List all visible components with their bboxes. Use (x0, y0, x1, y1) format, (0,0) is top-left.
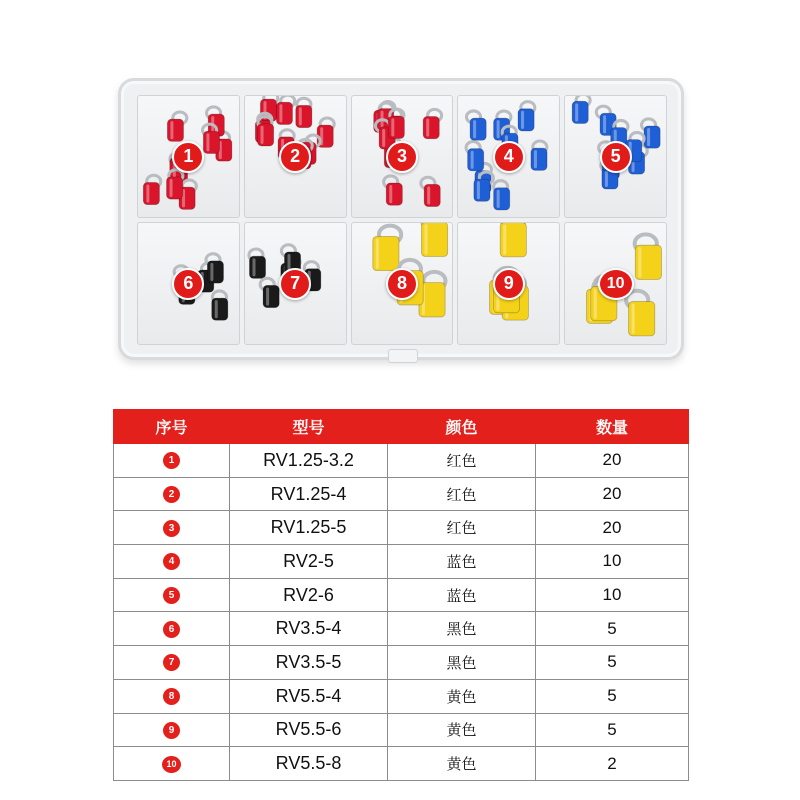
cell-model: RV1.25-5 (230, 511, 388, 545)
compartment-number-badge: 8 (386, 268, 418, 300)
cell-model: RV5.5-6 (230, 713, 388, 747)
terminal-highlight (504, 225, 507, 255)
header-index: 序号 (114, 410, 230, 444)
cell-color: 黑色 (388, 612, 536, 646)
terminal-sleeve (296, 105, 312, 127)
cell-model: RV3.5-4 (230, 612, 388, 646)
terminal-sleeve (167, 119, 183, 141)
compartment-number-badge: 3 (386, 141, 418, 173)
table-row (114, 747, 689, 781)
cell-color: 黄色 (388, 679, 536, 713)
compartment-3 (351, 95, 454, 218)
terminal-highlight (497, 120, 500, 138)
table-row (114, 646, 689, 680)
cell-color: 红色 (388, 444, 536, 478)
terminal-sleeve (263, 285, 279, 307)
index-number-badge: 2 (163, 486, 180, 503)
table-row (114, 477, 689, 511)
cell-color: 蓝色 (388, 545, 536, 579)
cell-quantity: 5 (536, 646, 689, 680)
terminal-highlight (206, 133, 209, 151)
terminal-sleeve (470, 118, 486, 140)
cell-quantity: 10 (536, 578, 689, 612)
index-number-badge: 4 (163, 553, 180, 570)
cell-index (114, 545, 230, 579)
terminal-sleeve (212, 298, 228, 320)
index-number-badge: 7 (163, 654, 180, 671)
terminal-highlight (382, 129, 385, 147)
terminal-highlight (632, 304, 635, 334)
header-model: 型号 (230, 410, 388, 444)
terminal-highlight (391, 118, 394, 136)
cell-color: 黄色 (388, 747, 536, 781)
cell-index (114, 477, 230, 511)
cell-quantity: 20 (536, 477, 689, 511)
cell-index (114, 713, 230, 747)
cell-index (114, 444, 230, 478)
terminal-sleeve (572, 101, 588, 123)
terminal-highlight (471, 151, 474, 169)
terminal-sleeve (143, 182, 159, 204)
compartment-number-badge: 7 (279, 268, 311, 300)
cell-index (114, 646, 230, 680)
compartment-number-badge: 10 (598, 268, 634, 300)
cell-quantity: 5 (536, 679, 689, 713)
cell-index (114, 612, 230, 646)
cell-color: 红色 (388, 477, 536, 511)
table-row (114, 511, 689, 545)
header-quantity: 数量 (536, 410, 689, 444)
compartment-10 (564, 222, 667, 345)
terminal-kit-box (118, 78, 684, 360)
table-body (114, 444, 689, 781)
table-row (114, 612, 689, 646)
terminal-sleeve (207, 261, 223, 283)
terminal-highlight (170, 121, 173, 139)
compartment-number-badge: 2 (279, 141, 311, 173)
terminal-sleeve (388, 116, 404, 138)
terminal-sleeve (644, 126, 660, 148)
terminal-sleeve (531, 148, 547, 170)
compartment-5 (564, 95, 667, 218)
terminal-sleeve (468, 149, 484, 171)
compartment-number-badge: 5 (600, 141, 632, 173)
cell-color: 黑色 (388, 646, 536, 680)
terminal-highlight (605, 169, 608, 187)
cell-index (114, 578, 230, 612)
terminal-highlight (477, 181, 480, 199)
terminal-highlight (389, 185, 392, 203)
box-latch (388, 349, 418, 363)
terminal-highlight (170, 179, 173, 197)
compartment-2 (244, 95, 347, 218)
terminal-sleeve (423, 117, 439, 139)
compartment-number-badge: 6 (172, 268, 204, 300)
compartment-8 (351, 222, 454, 345)
terminal-sleeve (386, 183, 402, 205)
terminal-highlight (497, 190, 500, 208)
cell-quantity: 10 (536, 545, 689, 579)
cell-color: 蓝色 (388, 578, 536, 612)
table-row (114, 444, 689, 478)
cell-model: RV3.5-5 (230, 646, 388, 680)
table-row (114, 578, 689, 612)
terminal-sleeve (276, 102, 292, 124)
cell-quantity: 5 (536, 713, 689, 747)
cell-quantity: 20 (536, 444, 689, 478)
cell-quantity: 20 (536, 511, 689, 545)
cell-model: RV1.25-3.2 (230, 444, 388, 478)
terminal-sleeve (249, 256, 265, 278)
cell-index (114, 747, 230, 781)
terminal-sleeve (494, 188, 510, 210)
index-number-badge: 1 (163, 452, 180, 469)
terminal-sleeve (257, 124, 273, 146)
compartment-7 (244, 222, 347, 345)
compartment-9 (457, 222, 560, 345)
compartment-4 (457, 95, 560, 218)
table-row (114, 679, 689, 713)
cell-quantity: 5 (536, 612, 689, 646)
index-number-badge: 6 (163, 621, 180, 638)
compartment-number-badge: 1 (172, 141, 204, 173)
terminal-highlight (473, 120, 476, 138)
index-number-badge: 3 (163, 520, 180, 537)
cell-model: RV5.5-8 (230, 747, 388, 781)
terminal-highlight (146, 184, 149, 202)
index-number-badge: 5 (163, 587, 180, 604)
table-row (114, 545, 689, 579)
terminal-highlight (521, 111, 524, 129)
cell-model: RV2-6 (230, 578, 388, 612)
terminal-highlight (215, 300, 218, 318)
terminal-sleeve (203, 131, 219, 153)
terminal-highlight (279, 104, 282, 122)
cell-model: RV2-5 (230, 545, 388, 579)
index-number-badge: 8 (163, 688, 180, 705)
terminal-highlight (299, 107, 302, 125)
terminal-sleeve (518, 109, 534, 131)
terminal-highlight (266, 287, 269, 305)
cell-color: 红色 (388, 511, 536, 545)
terminal-sleeve (424, 184, 440, 206)
terminal-sleeve (474, 179, 490, 201)
index-number-badge: 9 (163, 722, 180, 739)
terminal-highlight (375, 238, 378, 268)
terminal-highlight (603, 115, 606, 133)
terminal-highlight (594, 288, 597, 318)
compartment-number-badge: 9 (493, 268, 525, 300)
terminal-highlight (427, 186, 430, 204)
terminal-highlight (252, 258, 255, 276)
terminal-sleeve (167, 177, 183, 199)
compartment-1 (137, 95, 240, 218)
cell-index (114, 511, 230, 545)
cell-color: 黄色 (388, 713, 536, 747)
terminal-highlight (210, 263, 213, 281)
compartment-number-badge: 4 (493, 141, 525, 173)
spec-table (113, 409, 689, 781)
header-color: 颜色 (388, 410, 536, 444)
cell-quantity: 2 (536, 747, 689, 781)
terminal-highlight (647, 128, 650, 146)
terminal-highlight (575, 103, 578, 121)
index-number-badge: 10 (162, 756, 181, 773)
cell-index (114, 679, 230, 713)
cell-model: RV1.25-4 (230, 477, 388, 511)
compartment-6 (137, 222, 240, 345)
terminal-highlight (534, 150, 537, 168)
terminal-highlight (638, 247, 641, 277)
table-header-row (114, 410, 689, 444)
compartment-grid (137, 95, 667, 345)
terminal-highlight (260, 126, 263, 144)
terminal-highlight (426, 119, 429, 137)
table-row (114, 713, 689, 747)
cell-model: RV5.5-4 (230, 679, 388, 713)
terminal-highlight (424, 224, 427, 254)
